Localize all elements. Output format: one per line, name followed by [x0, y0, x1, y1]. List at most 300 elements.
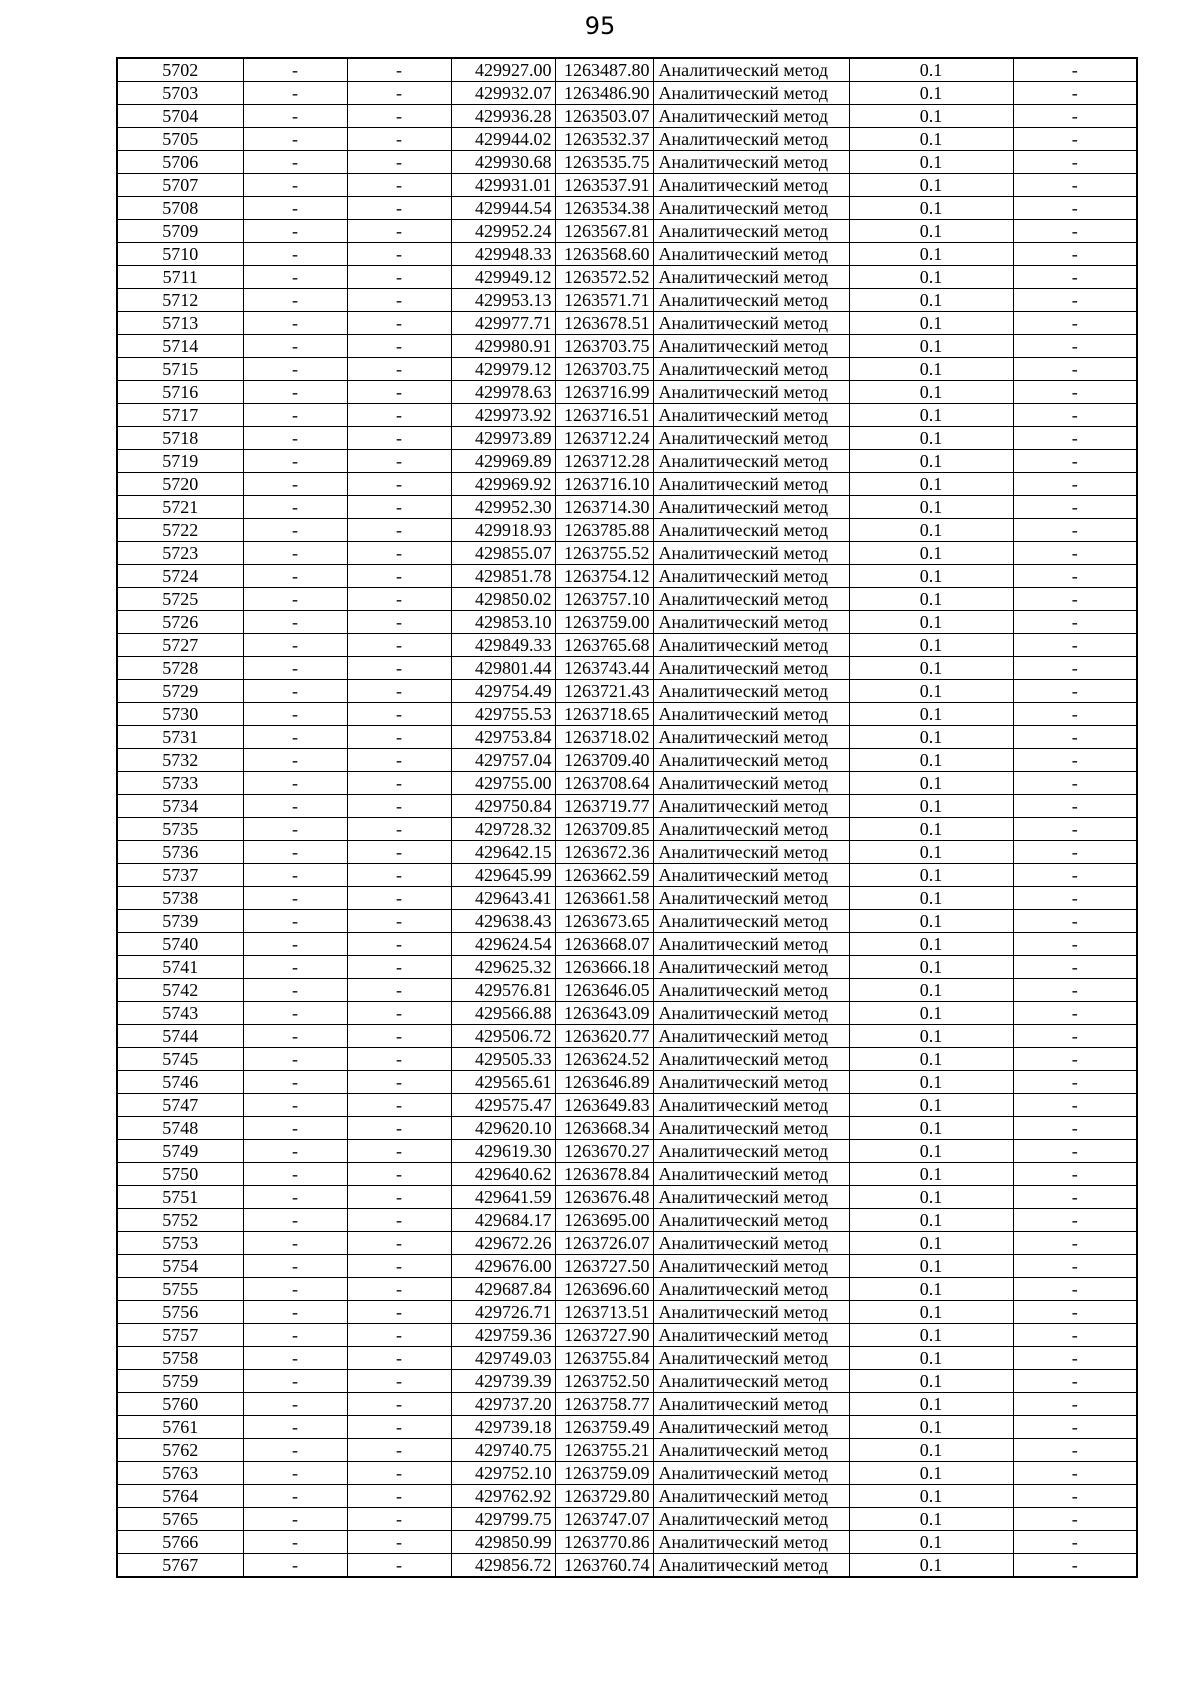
y-coordinate-cell: 1263755.84: [555, 1347, 653, 1370]
y-coordinate-cell: 1263646.05: [555, 979, 653, 1002]
x-coordinate-cell: 429979.12: [451, 358, 555, 381]
col2-cell: -: [243, 1071, 347, 1094]
y-coordinate-cell: 1263718.02: [555, 726, 653, 749]
accuracy-cell: 0.1: [849, 1508, 1013, 1531]
col3-cell: -: [347, 1186, 451, 1209]
col2-cell: -: [243, 841, 347, 864]
table-row: [117, 266, 1137, 289]
accuracy-cell: 0.1: [849, 1163, 1013, 1186]
accuracy-cell: 0.1: [849, 1209, 1013, 1232]
method-cell: Аналитический метод: [653, 887, 849, 910]
col8-cell: -: [1013, 1209, 1137, 1232]
x-coordinate-cell: 429505.33: [451, 1048, 555, 1071]
x-coordinate-cell: 429762.92: [451, 1485, 555, 1508]
col3-cell: -: [347, 1048, 451, 1071]
point-number-cell: 5764: [117, 1485, 243, 1508]
method-cell: Аналитический метод: [653, 1048, 849, 1071]
col2-cell: -: [243, 818, 347, 841]
y-coordinate-cell: 1263727.50: [555, 1255, 653, 1278]
point-number-cell: 5753: [117, 1232, 243, 1255]
accuracy-cell: 0.1: [849, 772, 1013, 795]
col3-cell: -: [347, 726, 451, 749]
table-row: [117, 1117, 1137, 1140]
method-cell: Аналитический метод: [653, 1531, 849, 1554]
point-number-cell: 5738: [117, 887, 243, 910]
y-coordinate-cell: 1263486.90: [555, 82, 653, 105]
table-row: [117, 1324, 1137, 1347]
y-coordinate-cell: 1263624.52: [555, 1048, 653, 1071]
method-cell: Аналитический метод: [653, 1209, 849, 1232]
col3-cell: -: [347, 1393, 451, 1416]
method-cell: Аналитический метод: [653, 1117, 849, 1140]
table-body: [117, 58, 1137, 1577]
y-coordinate-cell: 1263727.90: [555, 1324, 653, 1347]
col8-cell: -: [1013, 680, 1137, 703]
col2-cell: -: [243, 1370, 347, 1393]
x-coordinate-cell: 429645.99: [451, 864, 555, 887]
method-cell: Аналитический метод: [653, 1416, 849, 1439]
accuracy-cell: 0.1: [849, 105, 1013, 128]
point-number-cell: 5711: [117, 266, 243, 289]
col2-cell: -: [243, 611, 347, 634]
point-number-cell: 5739: [117, 910, 243, 933]
col2-cell: -: [243, 220, 347, 243]
col2-cell: -: [243, 105, 347, 128]
method-cell: Аналитический метод: [653, 542, 849, 565]
col3-cell: -: [347, 1531, 451, 1554]
point-number-cell: 5766: [117, 1531, 243, 1554]
col2-cell: -: [243, 1324, 347, 1347]
point-number-cell: 5763: [117, 1462, 243, 1485]
x-coordinate-cell: 429676.00: [451, 1255, 555, 1278]
col8-cell: -: [1013, 1347, 1137, 1370]
method-cell: Аналитический метод: [653, 1278, 849, 1301]
method-cell: Аналитический метод: [653, 1071, 849, 1094]
table-row: [117, 1094, 1137, 1117]
x-coordinate-cell: 429799.75: [451, 1508, 555, 1531]
method-cell: Аналитический метод: [653, 289, 849, 312]
col3-cell: -: [347, 358, 451, 381]
method-cell: Аналитический метод: [653, 1301, 849, 1324]
table-row: [117, 680, 1137, 703]
col8-cell: -: [1013, 703, 1137, 726]
table-row: [117, 1439, 1137, 1462]
col2-cell: -: [243, 358, 347, 381]
method-cell: Аналитический метод: [653, 128, 849, 151]
col2-cell: -: [243, 910, 347, 933]
table-row: [117, 933, 1137, 956]
col2-cell: -: [243, 1002, 347, 1025]
method-cell: Аналитический метод: [653, 220, 849, 243]
y-coordinate-cell: 1263714.30: [555, 496, 653, 519]
y-coordinate-cell: 1263487.80: [555, 58, 653, 82]
accuracy-cell: 0.1: [849, 1324, 1013, 1347]
col3-cell: -: [347, 1278, 451, 1301]
col2-cell: -: [243, 128, 347, 151]
col8-cell: -: [1013, 795, 1137, 818]
table-row: [117, 473, 1137, 496]
x-coordinate-cell: 429849.33: [451, 634, 555, 657]
point-number-cell: 5757: [117, 1324, 243, 1347]
point-number-cell: 5755: [117, 1278, 243, 1301]
point-number-cell: 5761: [117, 1416, 243, 1439]
x-coordinate-cell: 429850.99: [451, 1531, 555, 1554]
point-number-cell: 5730: [117, 703, 243, 726]
col2-cell: -: [243, 542, 347, 565]
x-coordinate-cell: 429953.13: [451, 289, 555, 312]
col2-cell: -: [243, 473, 347, 496]
col3-cell: -: [347, 772, 451, 795]
col8-cell: -: [1013, 749, 1137, 772]
y-coordinate-cell: 1263670.27: [555, 1140, 653, 1163]
x-coordinate-cell: 429918.93: [451, 519, 555, 542]
accuracy-cell: 0.1: [849, 174, 1013, 197]
col8-cell: -: [1013, 634, 1137, 657]
x-coordinate-cell: 429753.84: [451, 726, 555, 749]
col8-cell: -: [1013, 128, 1137, 151]
col8-cell: -: [1013, 105, 1137, 128]
accuracy-cell: 0.1: [849, 335, 1013, 358]
accuracy-cell: 0.1: [849, 910, 1013, 933]
col2-cell: -: [243, 749, 347, 772]
method-cell: Аналитический метод: [653, 473, 849, 496]
col8-cell: -: [1013, 864, 1137, 887]
y-coordinate-cell: 1263696.60: [555, 1278, 653, 1301]
col8-cell: -: [1013, 220, 1137, 243]
table-row: [117, 1209, 1137, 1232]
x-coordinate-cell: 429575.47: [451, 1094, 555, 1117]
y-coordinate-cell: 1263537.91: [555, 174, 653, 197]
accuracy-cell: 0.1: [849, 864, 1013, 887]
method-cell: Аналитический метод: [653, 105, 849, 128]
x-coordinate-cell: 429726.71: [451, 1301, 555, 1324]
col2-cell: -: [243, 657, 347, 680]
col3-cell: -: [347, 128, 451, 151]
col3-cell: -: [347, 404, 451, 427]
table-row: [117, 887, 1137, 910]
col3-cell: -: [347, 174, 451, 197]
method-cell: Аналитический метод: [653, 358, 849, 381]
point-number-cell: 5743: [117, 1002, 243, 1025]
table-row: [117, 1531, 1137, 1554]
col3-cell: -: [347, 58, 451, 82]
y-coordinate-cell: 1263729.80: [555, 1485, 653, 1508]
col8-cell: -: [1013, 427, 1137, 450]
col2-cell: -: [243, 450, 347, 473]
col8-cell: -: [1013, 243, 1137, 266]
accuracy-cell: 0.1: [849, 1416, 1013, 1439]
col3-cell: -: [347, 450, 451, 473]
accuracy-cell: 0.1: [849, 519, 1013, 542]
y-coordinate-cell: 1263708.64: [555, 772, 653, 795]
y-coordinate-cell: 1263678.84: [555, 1163, 653, 1186]
accuracy-cell: 0.1: [849, 1117, 1013, 1140]
y-coordinate-cell: 1263716.99: [555, 381, 653, 404]
table-row: [117, 243, 1137, 266]
table-row: [117, 105, 1137, 128]
col2-cell: -: [243, 335, 347, 358]
method-cell: Аналитический метод: [653, 979, 849, 1002]
y-coordinate-cell: 1263668.34: [555, 1117, 653, 1140]
point-number-cell: 5705: [117, 128, 243, 151]
accuracy-cell: 0.1: [849, 381, 1013, 404]
method-cell: Аналитический метод: [653, 795, 849, 818]
col3-cell: -: [347, 1347, 451, 1370]
col2-cell: -: [243, 634, 347, 657]
col3-cell: -: [347, 956, 451, 979]
col3-cell: -: [347, 1554, 451, 1578]
x-coordinate-cell: 429619.30: [451, 1140, 555, 1163]
table-row: [117, 1554, 1137, 1578]
col8-cell: -: [1013, 197, 1137, 220]
table-row: [117, 726, 1137, 749]
point-number-cell: 5752: [117, 1209, 243, 1232]
x-coordinate-cell: 429977.71: [451, 312, 555, 335]
table-row: [117, 312, 1137, 335]
col8-cell: -: [1013, 473, 1137, 496]
col3-cell: -: [347, 105, 451, 128]
table-row: [117, 1163, 1137, 1186]
page-number: 95: [584, 12, 616, 40]
col8-cell: -: [1013, 289, 1137, 312]
col3-cell: -: [347, 703, 451, 726]
col8-cell: -: [1013, 450, 1137, 473]
y-coordinate-cell: 1263568.60: [555, 243, 653, 266]
col3-cell: -: [347, 496, 451, 519]
point-number-cell: 5703: [117, 82, 243, 105]
x-coordinate-cell: 429755.53: [451, 703, 555, 726]
col2-cell: -: [243, 795, 347, 818]
y-coordinate-cell: 1263535.75: [555, 151, 653, 174]
point-number-cell: 5734: [117, 795, 243, 818]
col3-cell: -: [347, 1485, 451, 1508]
col8-cell: -: [1013, 1462, 1137, 1485]
table-row: [117, 519, 1137, 542]
col2-cell: -: [243, 680, 347, 703]
accuracy-cell: 0.1: [849, 82, 1013, 105]
x-coordinate-cell: 429949.12: [451, 266, 555, 289]
method-cell: Аналитический метод: [653, 1232, 849, 1255]
col2-cell: -: [243, 289, 347, 312]
col8-cell: -: [1013, 266, 1137, 289]
method-cell: Аналитический метод: [653, 427, 849, 450]
x-coordinate-cell: 429565.61: [451, 1071, 555, 1094]
table-row: [117, 1071, 1137, 1094]
col2-cell: -: [243, 1508, 347, 1531]
accuracy-cell: 0.1: [849, 473, 1013, 496]
point-number-cell: 5716: [117, 381, 243, 404]
col3-cell: -: [347, 864, 451, 887]
y-coordinate-cell: 1263713.51: [555, 1301, 653, 1324]
y-coordinate-cell: 1263646.89: [555, 1071, 653, 1094]
method-cell: Аналитический метод: [653, 657, 849, 680]
x-coordinate-cell: 429801.44: [451, 657, 555, 680]
method-cell: Аналитический метод: [653, 933, 849, 956]
point-number-cell: 5720: [117, 473, 243, 496]
table-row: [117, 174, 1137, 197]
x-coordinate-cell: 429856.72: [451, 1554, 555, 1578]
method-cell: Аналитический метод: [653, 611, 849, 634]
method-cell: Аналитический метод: [653, 703, 849, 726]
col3-cell: -: [347, 243, 451, 266]
table-row: [117, 1301, 1137, 1324]
col8-cell: -: [1013, 58, 1137, 82]
x-coordinate-cell: 429739.18: [451, 1416, 555, 1439]
accuracy-cell: 0.1: [849, 634, 1013, 657]
y-coordinate-cell: 1263567.81: [555, 220, 653, 243]
accuracy-cell: 0.1: [849, 841, 1013, 864]
col8-cell: -: [1013, 1025, 1137, 1048]
method-cell: Аналитический метод: [653, 818, 849, 841]
col8-cell: -: [1013, 818, 1137, 841]
point-number-cell: 5727: [117, 634, 243, 657]
col2-cell: -: [243, 979, 347, 1002]
col8-cell: -: [1013, 174, 1137, 197]
col8-cell: -: [1013, 1416, 1137, 1439]
x-coordinate-cell: 429620.10: [451, 1117, 555, 1140]
accuracy-cell: 0.1: [849, 1485, 1013, 1508]
method-cell: Аналитический метод: [653, 841, 849, 864]
col8-cell: -: [1013, 1140, 1137, 1163]
col8-cell: -: [1013, 82, 1137, 105]
method-cell: Аналитический метод: [653, 864, 849, 887]
x-coordinate-cell: 429672.26: [451, 1232, 555, 1255]
table-row: [117, 1025, 1137, 1048]
y-coordinate-cell: 1263678.51: [555, 312, 653, 335]
accuracy-cell: 0.1: [849, 1370, 1013, 1393]
col8-cell: -: [1013, 611, 1137, 634]
col2-cell: -: [243, 151, 347, 174]
point-number-cell: 5722: [117, 519, 243, 542]
table-row: [117, 381, 1137, 404]
col3-cell: -: [347, 1209, 451, 1232]
table-row: [117, 1255, 1137, 1278]
x-coordinate-cell: 429740.75: [451, 1439, 555, 1462]
y-coordinate-cell: 1263758.77: [555, 1393, 653, 1416]
y-coordinate-cell: 1263661.58: [555, 887, 653, 910]
col2-cell: -: [243, 703, 347, 726]
x-coordinate-cell: 429641.59: [451, 1186, 555, 1209]
point-number-cell: 5754: [117, 1255, 243, 1278]
accuracy-cell: 0.1: [849, 1048, 1013, 1071]
point-number-cell: 5724: [117, 565, 243, 588]
x-coordinate-cell: 429759.36: [451, 1324, 555, 1347]
x-coordinate-cell: 429969.89: [451, 450, 555, 473]
col2-cell: -: [243, 864, 347, 887]
accuracy-cell: 0.1: [849, 450, 1013, 473]
table-row: [117, 795, 1137, 818]
point-number-cell: 5759: [117, 1370, 243, 1393]
col2-cell: -: [243, 1163, 347, 1186]
method-cell: Аналитический метод: [653, 634, 849, 657]
method-cell: Аналитический метод: [653, 335, 849, 358]
y-coordinate-cell: 1263712.28: [555, 450, 653, 473]
method-cell: Аналитический метод: [653, 1324, 849, 1347]
y-coordinate-cell: 1263765.68: [555, 634, 653, 657]
x-coordinate-cell: 429728.32: [451, 818, 555, 841]
col8-cell: -: [1013, 588, 1137, 611]
accuracy-cell: 0.1: [849, 1301, 1013, 1324]
table-row: [117, 58, 1137, 82]
x-coordinate-cell: 429944.54: [451, 197, 555, 220]
col3-cell: -: [347, 289, 451, 312]
accuracy-cell: 0.1: [849, 496, 1013, 519]
col8-cell: -: [1013, 1554, 1137, 1578]
method-cell: Аналитический метод: [653, 1554, 849, 1578]
table-row: [117, 450, 1137, 473]
col2-cell: -: [243, 1393, 347, 1416]
table-row: [117, 956, 1137, 979]
col8-cell: -: [1013, 1324, 1137, 1347]
x-coordinate-cell: 429850.02: [451, 588, 555, 611]
col8-cell: -: [1013, 565, 1137, 588]
point-number-cell: 5749: [117, 1140, 243, 1163]
x-coordinate-cell: 429927.00: [451, 58, 555, 82]
method-cell: Аналитический метод: [653, 1025, 849, 1048]
method-cell: Аналитический метод: [653, 243, 849, 266]
col3-cell: -: [347, 1002, 451, 1025]
col2-cell: -: [243, 519, 347, 542]
col8-cell: -: [1013, 910, 1137, 933]
col2-cell: -: [243, 1048, 347, 1071]
accuracy-cell: 0.1: [849, 1462, 1013, 1485]
table-row: [117, 1485, 1137, 1508]
col3-cell: -: [347, 1462, 451, 1485]
col2-cell: -: [243, 404, 347, 427]
table-row: [117, 657, 1137, 680]
col3-cell: -: [347, 473, 451, 496]
accuracy-cell: 0.1: [849, 358, 1013, 381]
accuracy-cell: 0.1: [849, 1232, 1013, 1255]
point-number-cell: 5760: [117, 1393, 243, 1416]
col2-cell: -: [243, 772, 347, 795]
col3-cell: -: [347, 266, 451, 289]
col8-cell: -: [1013, 726, 1137, 749]
col2-cell: -: [243, 1232, 347, 1255]
col3-cell: -: [347, 611, 451, 634]
y-coordinate-cell: 1263755.52: [555, 542, 653, 565]
coordinates-table: [116, 57, 1138, 1578]
table-row: [117, 1508, 1137, 1531]
col8-cell: -: [1013, 1370, 1137, 1393]
col8-cell: -: [1013, 1002, 1137, 1025]
col2-cell: -: [243, 956, 347, 979]
accuracy-cell: 0.1: [849, 657, 1013, 680]
x-coordinate-cell: 429638.43: [451, 910, 555, 933]
table-row: [117, 910, 1137, 933]
col3-cell: -: [347, 381, 451, 404]
method-cell: Аналитический метод: [653, 1485, 849, 1508]
col3-cell: -: [347, 519, 451, 542]
method-cell: Аналитический метод: [653, 496, 849, 519]
x-coordinate-cell: 429978.63: [451, 381, 555, 404]
col8-cell: -: [1013, 1485, 1137, 1508]
x-coordinate-cell: 429752.10: [451, 1462, 555, 1485]
accuracy-cell: 0.1: [849, 795, 1013, 818]
col2-cell: -: [243, 82, 347, 105]
table-row: [117, 542, 1137, 565]
point-number-cell: 5717: [117, 404, 243, 427]
table-row: [117, 611, 1137, 634]
y-coordinate-cell: 1263709.40: [555, 749, 653, 772]
accuracy-cell: 0.1: [849, 956, 1013, 979]
accuracy-cell: 0.1: [849, 611, 1013, 634]
table-row: [117, 588, 1137, 611]
point-number-cell: 5732: [117, 749, 243, 772]
point-number-cell: 5767: [117, 1554, 243, 1578]
col3-cell: -: [347, 680, 451, 703]
accuracy-cell: 0.1: [849, 1140, 1013, 1163]
